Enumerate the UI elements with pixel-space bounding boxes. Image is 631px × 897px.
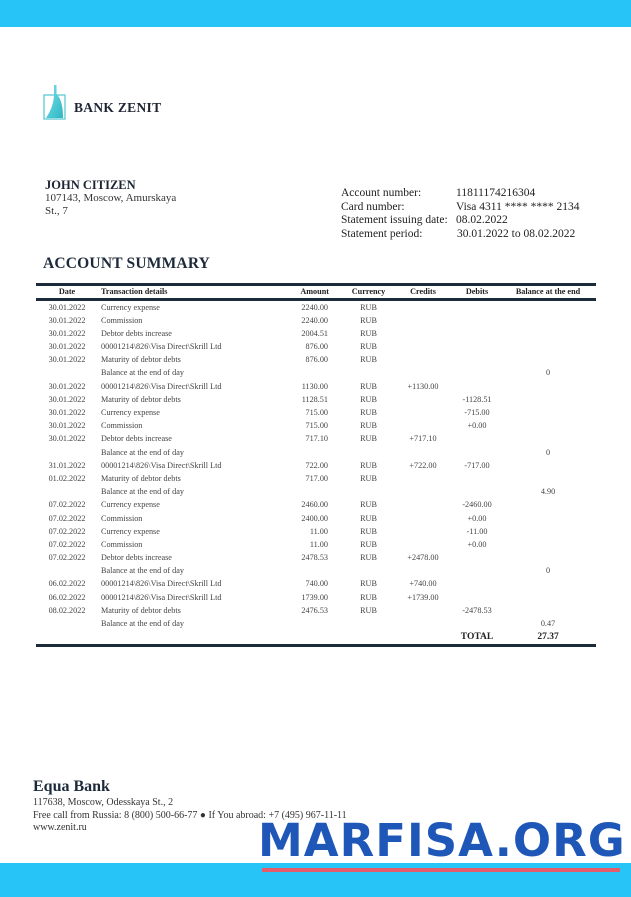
- cell-details: Balance at the end of day: [101, 447, 184, 457]
- table-row: [36, 406, 596, 419]
- cell-balance: 4.90: [540, 487, 556, 497]
- cell-date: 30.01.2022: [48, 328, 86, 338]
- cell-currency: RUB: [360, 421, 377, 431]
- cell-debits: -717.00: [464, 460, 490, 470]
- cell-date: 30.01.2022: [48, 421, 86, 431]
- cell-details: 00001214\826\Visa Direct\Skrill Ltd: [101, 460, 222, 470]
- cell-currency: RUB: [360, 579, 377, 589]
- cell-details: Maturity of debtor debts: [101, 355, 181, 365]
- cell-details: Commission: [101, 421, 143, 431]
- cell-amount: 722.00: [305, 460, 328, 470]
- table-row: [36, 551, 596, 564]
- cell-date: 30.01.2022: [48, 381, 86, 391]
- table-row: [36, 538, 596, 551]
- cell-currency: RUB: [360, 500, 377, 510]
- table-row: [36, 577, 596, 590]
- table-row: [36, 512, 596, 525]
- cell-date: 07.02.2022: [48, 553, 86, 563]
- cell-debits: +0.00: [467, 513, 487, 523]
- col-header-date: Date: [58, 287, 76, 296]
- cell-details: Balance at the end of day: [101, 487, 184, 497]
- cell-credits: +722.00: [409, 460, 437, 470]
- cell-date: 07.02.2022: [48, 539, 86, 549]
- cell-credits: +1739.00: [407, 592, 439, 602]
- cell-details: Debtor debts increase: [101, 328, 172, 338]
- col-header-debits: Debits: [465, 287, 489, 296]
- cell-credits: +740.00: [409, 579, 437, 589]
- cell-date: 30.01.2022: [48, 315, 86, 325]
- cell-balance: 0: [545, 368, 551, 378]
- table-row: [36, 604, 596, 617]
- cell-amount: 715.00: [305, 421, 328, 431]
- table-row: [36, 459, 596, 472]
- watermark-underline: [262, 868, 620, 872]
- cell-amount: 2004.51: [301, 328, 328, 338]
- balance-row: [36, 485, 596, 498]
- col-header-credits: Credits: [410, 287, 436, 296]
- cell-details: Maturity of debtor debts: [101, 394, 181, 404]
- footer-bank-name: Equa Bank: [33, 778, 110, 795]
- cell-currency: RUB: [360, 342, 377, 352]
- cell-balance: 0: [545, 566, 551, 576]
- cell-amount: 876.00: [305, 342, 328, 352]
- bank-name: BANK ZENIT: [74, 100, 162, 115]
- cell-details: Balance at the end of day: [101, 566, 184, 576]
- cell-balance: 0.47: [540, 619, 556, 628]
- cell-currency: RUB: [360, 315, 377, 325]
- cell-currency: RUB: [360, 473, 377, 483]
- table-body: [36, 301, 596, 631]
- cell-date: 01.02.2022: [48, 473, 86, 483]
- cell-date: 07.02.2022: [48, 500, 86, 510]
- cell-credits: +717.10: [409, 434, 437, 444]
- section-title: ACCOUNT SUMMARY: [43, 255, 211, 272]
- cell-details: Commission: [101, 539, 143, 549]
- cell-currency: RUB: [360, 553, 377, 563]
- balance-row: [36, 617, 596, 630]
- watermark: MARFISA.ORG: [258, 814, 626, 867]
- total-value: 27.37: [537, 632, 559, 643]
- cell-currency: RUB: [360, 460, 377, 470]
- card-number-label: Card number:: [341, 200, 405, 213]
- statement-period-value: 30.01.2022 to 08.02.2022: [457, 227, 576, 240]
- cell-amount: 2460.00: [301, 500, 328, 510]
- cell-currency: RUB: [360, 328, 377, 338]
- cell-amount: 740.00: [305, 579, 328, 589]
- cell-details: Currency expense: [101, 500, 160, 510]
- table-row: [36, 498, 596, 511]
- col-header-balance: Balance at the end: [515, 287, 581, 296]
- cell-date: 30.01.2022: [48, 394, 86, 404]
- cell-date: 30.01.2022: [48, 434, 86, 444]
- cell-amount: 876.00: [305, 355, 328, 365]
- footer-website[interactable]: www.zenit.ru: [33, 822, 87, 833]
- table-row: [36, 301, 596, 314]
- table-bottom-rule: [36, 644, 596, 647]
- cell-details: Commission: [101, 315, 143, 325]
- cell-details: Maturity of debtor debts: [101, 473, 181, 483]
- cell-debits: -715.00: [464, 408, 490, 417]
- balance-row: [36, 446, 596, 459]
- cell-credits: +1130.00: [407, 381, 439, 391]
- cell-currency: RUB: [360, 381, 377, 391]
- cell-currency: RUB: [360, 355, 377, 365]
- cell-date: 31.01.2022: [48, 460, 86, 470]
- cell-amount: 2478.53: [301, 553, 328, 563]
- table-row: [36, 393, 596, 406]
- table-row: [36, 472, 596, 485]
- total-label: TOTAL: [460, 632, 494, 643]
- cell-currency: RUB: [360, 513, 377, 523]
- cell-debits: +0.00: [467, 421, 487, 431]
- cell-currency: RUB: [360, 592, 377, 602]
- footer-address: 117638, Moscow, Odesskaya St., 2: [33, 797, 174, 808]
- cell-date: 08.02.2022: [48, 605, 86, 615]
- table-row: [36, 327, 596, 340]
- cell-details: Currency expense: [101, 302, 160, 312]
- issuing-date-value: 08.02.2022: [456, 214, 508, 226]
- cell-amount: 717.10: [305, 434, 328, 444]
- cell-date: 30.01.2022: [48, 408, 86, 417]
- cell-details: Currency expense: [101, 526, 160, 536]
- customer-address-line1: 107143, Moscow, Amurskaya: [45, 192, 177, 204]
- customer-address-line2: St., 7: [45, 204, 68, 217]
- table-row: [36, 591, 596, 604]
- cell-currency: RUB: [360, 605, 377, 615]
- account-number-value: 11811174216304: [456, 187, 536, 199]
- cell-date: 07.02.2022: [48, 526, 86, 536]
- cell-amount: 11.00: [309, 539, 328, 549]
- cell-details: 00001214\826\Visa Direct\Skrill Ltd: [101, 579, 222, 589]
- issuing-date-label: Statement issuing date:: [341, 214, 448, 226]
- top-accent-bar: [0, 0, 631, 27]
- cell-balance: 0: [545, 447, 551, 457]
- statement-period-label: Statement period:: [341, 227, 423, 240]
- cell-details: Balance at the end of day: [101, 619, 184, 628]
- cell-amount: 11.00: [309, 526, 328, 536]
- cell-amount: 1128.51: [301, 394, 328, 404]
- col-header-details: Transaction details: [101, 287, 168, 296]
- bank-zenit-logo-icon: [43, 84, 67, 120]
- cell-date: 30.01.2022: [48, 355, 86, 365]
- cell-debits: -11.00: [466, 526, 488, 536]
- balance-row: [36, 564, 596, 577]
- cell-currency: RUB: [360, 526, 377, 536]
- table-row: [36, 419, 596, 432]
- card-number-value: Visa 4311 **** **** 2134: [456, 200, 580, 213]
- cell-credits: +2478.00: [407, 553, 439, 563]
- cell-amount: 2240.00: [301, 315, 328, 325]
- total-row: [36, 630, 596, 644]
- cell-amount: 2400.00: [301, 513, 328, 523]
- cell-details: 00001214\826\Visa Direct\Skrill Ltd: [101, 342, 222, 352]
- table-header: [36, 286, 596, 298]
- cell-details: 00001214\826\Visa Direct\Skrill Ltd: [101, 381, 222, 391]
- cell-amount: 1739.00: [301, 592, 328, 602]
- cell-details: Maturity of debtor debts: [101, 605, 181, 615]
- cell-debits: -1128.51: [462, 394, 492, 404]
- col-header-amount: Amount: [300, 287, 329, 296]
- transactions-table: [36, 283, 596, 644]
- cell-debits: -2478.53: [462, 605, 492, 615]
- cell-debits: +0.00: [467, 539, 487, 549]
- cell-details: 00001214\826\Visa Direct\Skrill Ltd: [101, 592, 222, 602]
- cell-amount: 715.00: [305, 408, 328, 417]
- bank-logo: [43, 84, 173, 120]
- cell-details: Currency expense: [101, 408, 160, 417]
- cell-details: Debtor debts increase: [101, 434, 172, 444]
- cell-date: 06.02.2022: [48, 579, 86, 589]
- col-header-currency: Currency: [351, 287, 386, 296]
- customer-block: [45, 178, 195, 217]
- cell-currency: RUB: [360, 394, 377, 404]
- table-row: [36, 340, 596, 353]
- cell-debits: -2460.00: [462, 500, 492, 510]
- cell-amount: 2240.00: [301, 302, 328, 312]
- cell-currency: RUB: [360, 539, 377, 549]
- cell-date: 30.01.2022: [48, 342, 86, 352]
- account-number-label: Account number:: [341, 187, 422, 199]
- table-row: [36, 525, 596, 538]
- table-row: [36, 380, 596, 393]
- cell-date: 30.01.2022: [48, 302, 86, 312]
- cell-details: Balance at the end of day: [101, 368, 184, 378]
- cell-amount: 717.00: [305, 473, 328, 483]
- cell-amount: 2476.53: [301, 605, 328, 615]
- footer-phones: Free call from Russia: 8 (800) 500-66-77 ● If You abroad: +7 (495) 967-11-11: [33, 809, 347, 821]
- cell-date: 07.02.2022: [48, 513, 86, 523]
- cell-currency: RUB: [360, 408, 377, 417]
- table-row: [36, 314, 596, 327]
- customer-name: JOHN CITIZEN: [45, 178, 136, 192]
- cell-date: 06.02.2022: [48, 592, 86, 602]
- cell-amount: 1130.00: [301, 381, 328, 391]
- table-row: [36, 432, 596, 445]
- cell-details: Commission: [101, 513, 143, 523]
- balance-row: [36, 366, 596, 379]
- cell-currency: RUB: [360, 302, 377, 312]
- cell-currency: RUB: [360, 434, 377, 444]
- table-row: [36, 353, 596, 366]
- cell-details: Debtor debts increase: [101, 553, 172, 563]
